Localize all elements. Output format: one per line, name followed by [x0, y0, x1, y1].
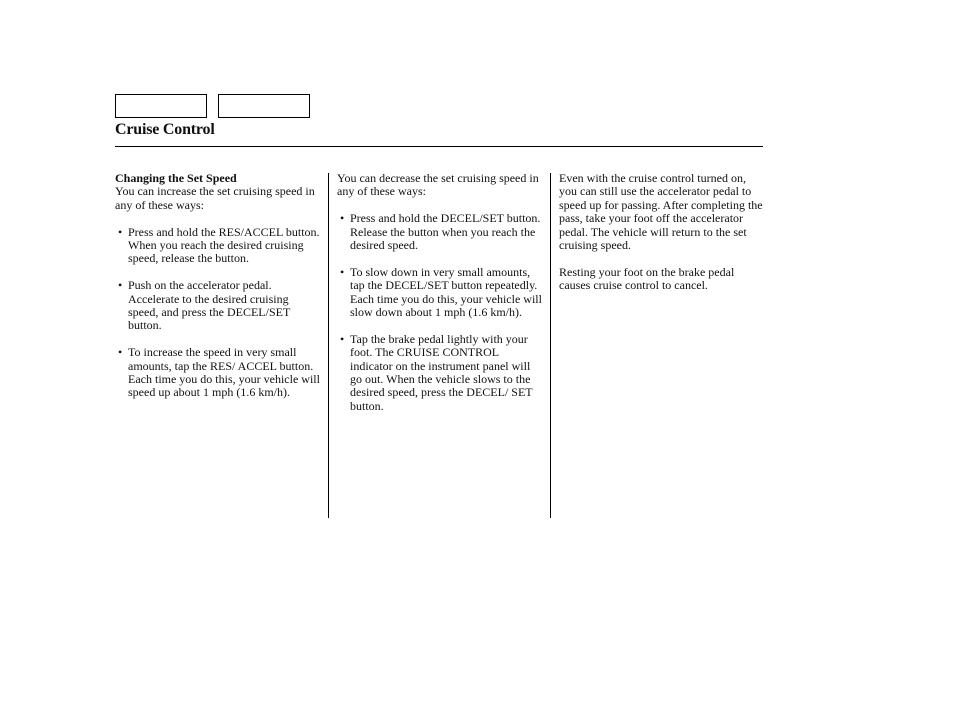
- paragraph: Resting your foot on the brake pedal causes cruise control to cancel.: [559, 264, 735, 293]
- page-title: Cruise Control: [115, 121, 215, 138]
- section-heading: Changing the Set Speed: [115, 171, 237, 185]
- intro-paragraph: You can increase the set cruising speed in any of these ways:: [115, 184, 315, 212]
- bullet-item: • Push on the accelerator pedal. Accelerate to the desired cruising speed, and press the DECEL/SET button.: [115, 279, 321, 333]
- column-3: [559, 172, 765, 293]
- bullet-item: • Press and hold the RES/ACCEL button. When you reach the desired cruising speed, release the button.: [115, 226, 321, 266]
- column-1: [115, 172, 321, 400]
- bullet-item: • Tap the brake pedal lightly with your foot. The CRUISE CONTROL indicator on the instrument panel will go out. When the vehicle slows to the desired speed, press the DECEL/ SET button.: [337, 333, 543, 413]
- title-rule: [115, 146, 763, 147]
- bullet-item: • Press and hold the DECEL/SET button. Release the button when you reach the desired speed.: [337, 212, 543, 252]
- bullet-item: • To increase the speed in very small amounts, tap the RES/ ACCEL button. Each time you do this, your vehicle will speed up about 1 mph (1.6 km/h).: [115, 346, 321, 400]
- nav-button-1[interactable]: [115, 94, 207, 118]
- intro-paragraph: You can decrease the set cruising speed in any of these ways:: [337, 171, 539, 199]
- column-2: [337, 172, 543, 413]
- column-divider-1: [328, 173, 329, 518]
- bullet-item: • To slow down in very small amounts, tap the DECEL/SET button repeatedly. Each time you do this, your vehicle will slow down about 1 mph (1.6 km/h).: [337, 266, 543, 320]
- column-divider-2: [550, 173, 551, 518]
- paragraph: Even with the cruise control turned on, you can still use the accelerator pedal to speed up for passing. After completing the pass, take your foot off the accelerator pedal. The vehicle will return to the set cruising speed.: [559, 171, 763, 253]
- nav-button-2[interactable]: [218, 94, 310, 118]
